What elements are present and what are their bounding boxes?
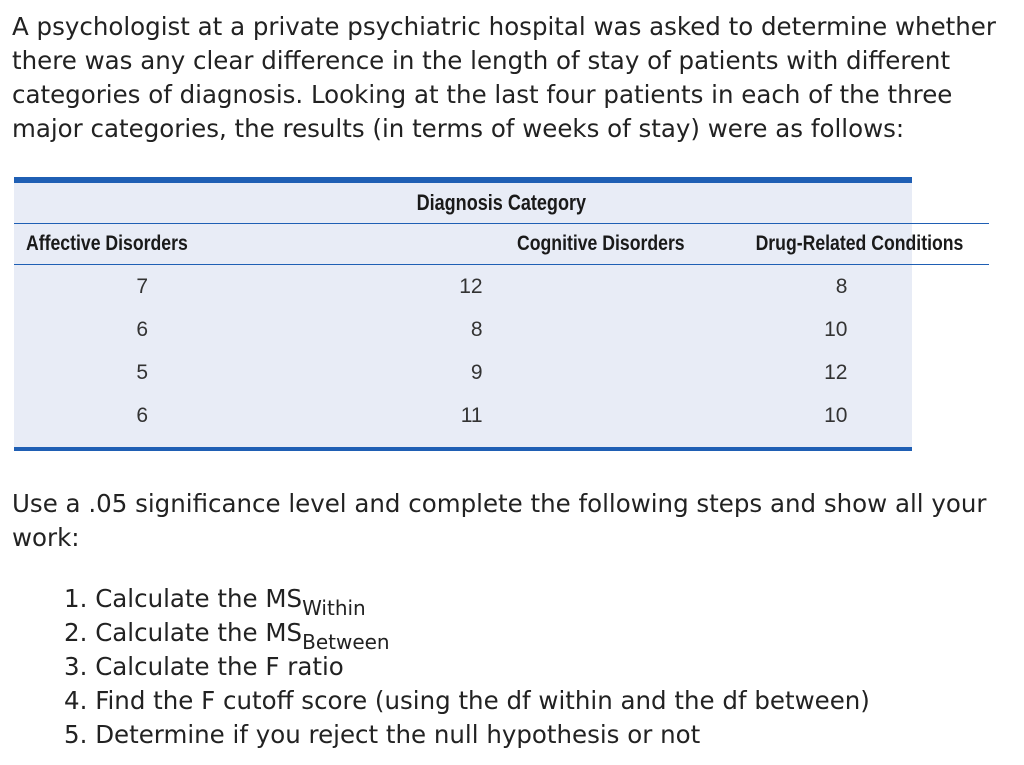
instructions-text: Use a .05 significance level and complete the following steps and show all your work: — [12, 489, 987, 552]
value-drug: 12 — [824, 360, 848, 384]
cell-drug — [716, 265, 989, 309]
step-number: 3. — [64, 652, 88, 681]
column-header-cognitive — [219, 224, 717, 265]
cell-affective — [14, 351, 219, 394]
column-header-affective-label: Affective Disorders — [26, 232, 188, 255]
cell-affective — [14, 308, 219, 351]
steps-list — [64, 582, 870, 752]
cell-drug — [716, 308, 989, 351]
step-text: Calculate the MS — [95, 584, 303, 613]
table-row — [14, 308, 989, 351]
step-item — [64, 718, 870, 752]
value-drug: 10 — [824, 403, 848, 427]
step-number: 5. — [64, 720, 88, 749]
table-row — [14, 265, 989, 309]
value-cognitive: 11 — [460, 403, 483, 427]
step-item — [64, 616, 870, 654]
cell-cognitive — [219, 394, 717, 437]
cell-affective — [14, 394, 219, 437]
category-title-cell — [14, 183, 989, 224]
step-item — [64, 684, 870, 718]
step-subscript: Between — [302, 630, 390, 654]
cell-cognitive — [219, 308, 717, 351]
step-number: 4. — [64, 686, 88, 715]
value-cognitive: 12 — [459, 274, 483, 298]
value-affective: 5 — [136, 360, 148, 384]
step-subscript: Within — [302, 596, 366, 620]
cell-affective — [14, 265, 219, 309]
step-number: 2. — [64, 618, 88, 647]
table-row — [14, 351, 989, 394]
step-text: Find the F cutoff score (using the df within and the df between) — [95, 686, 870, 715]
column-header-cognitive-label: Cognitive Disorders — [516, 232, 685, 255]
step-text: Calculate the MS — [95, 618, 303, 647]
value-cognitive: 8 — [470, 317, 483, 341]
value-cognitive: 9 — [470, 360, 483, 384]
column-header-drug-label: Drug-Related Conditions — [755, 232, 964, 255]
length-of-stay-table — [14, 183, 989, 437]
value-drug: 10 — [824, 317, 848, 341]
value-affective: 6 — [136, 317, 148, 341]
cell-cognitive — [219, 265, 717, 309]
step-item — [64, 582, 870, 620]
column-header-row — [14, 224, 989, 265]
cell-drug — [716, 394, 989, 437]
table-row — [14, 394, 989, 437]
step-item — [64, 650, 870, 684]
category-header-row — [14, 183, 989, 224]
value-affective: 6 — [136, 403, 148, 427]
step-text: Determine if you reject the null hypothesis or not — [95, 720, 701, 749]
value-affective: 7 — [136, 274, 148, 298]
column-header-drug — [716, 224, 989, 265]
step-number: 1. — [64, 584, 88, 613]
step-text: Calculate the F ratio — [95, 652, 344, 681]
data-table-panel — [14, 177, 964, 451]
problem-intro: A psychologist at a private psychiatric hospital was asked to determine whether there was any clear difference in the length of stay of patients with different categories of diagnosis. Looking at the last four patients in each of the three major categories, the results (in terms of weeks of stay) were as follows: — [12, 12, 996, 143]
column-header-affective — [14, 224, 219, 265]
cell-cognitive — [219, 351, 717, 394]
category-title: Diagnosis Category — [417, 190, 587, 215]
cell-drug — [716, 351, 989, 394]
value-drug: 8 — [835, 274, 848, 298]
